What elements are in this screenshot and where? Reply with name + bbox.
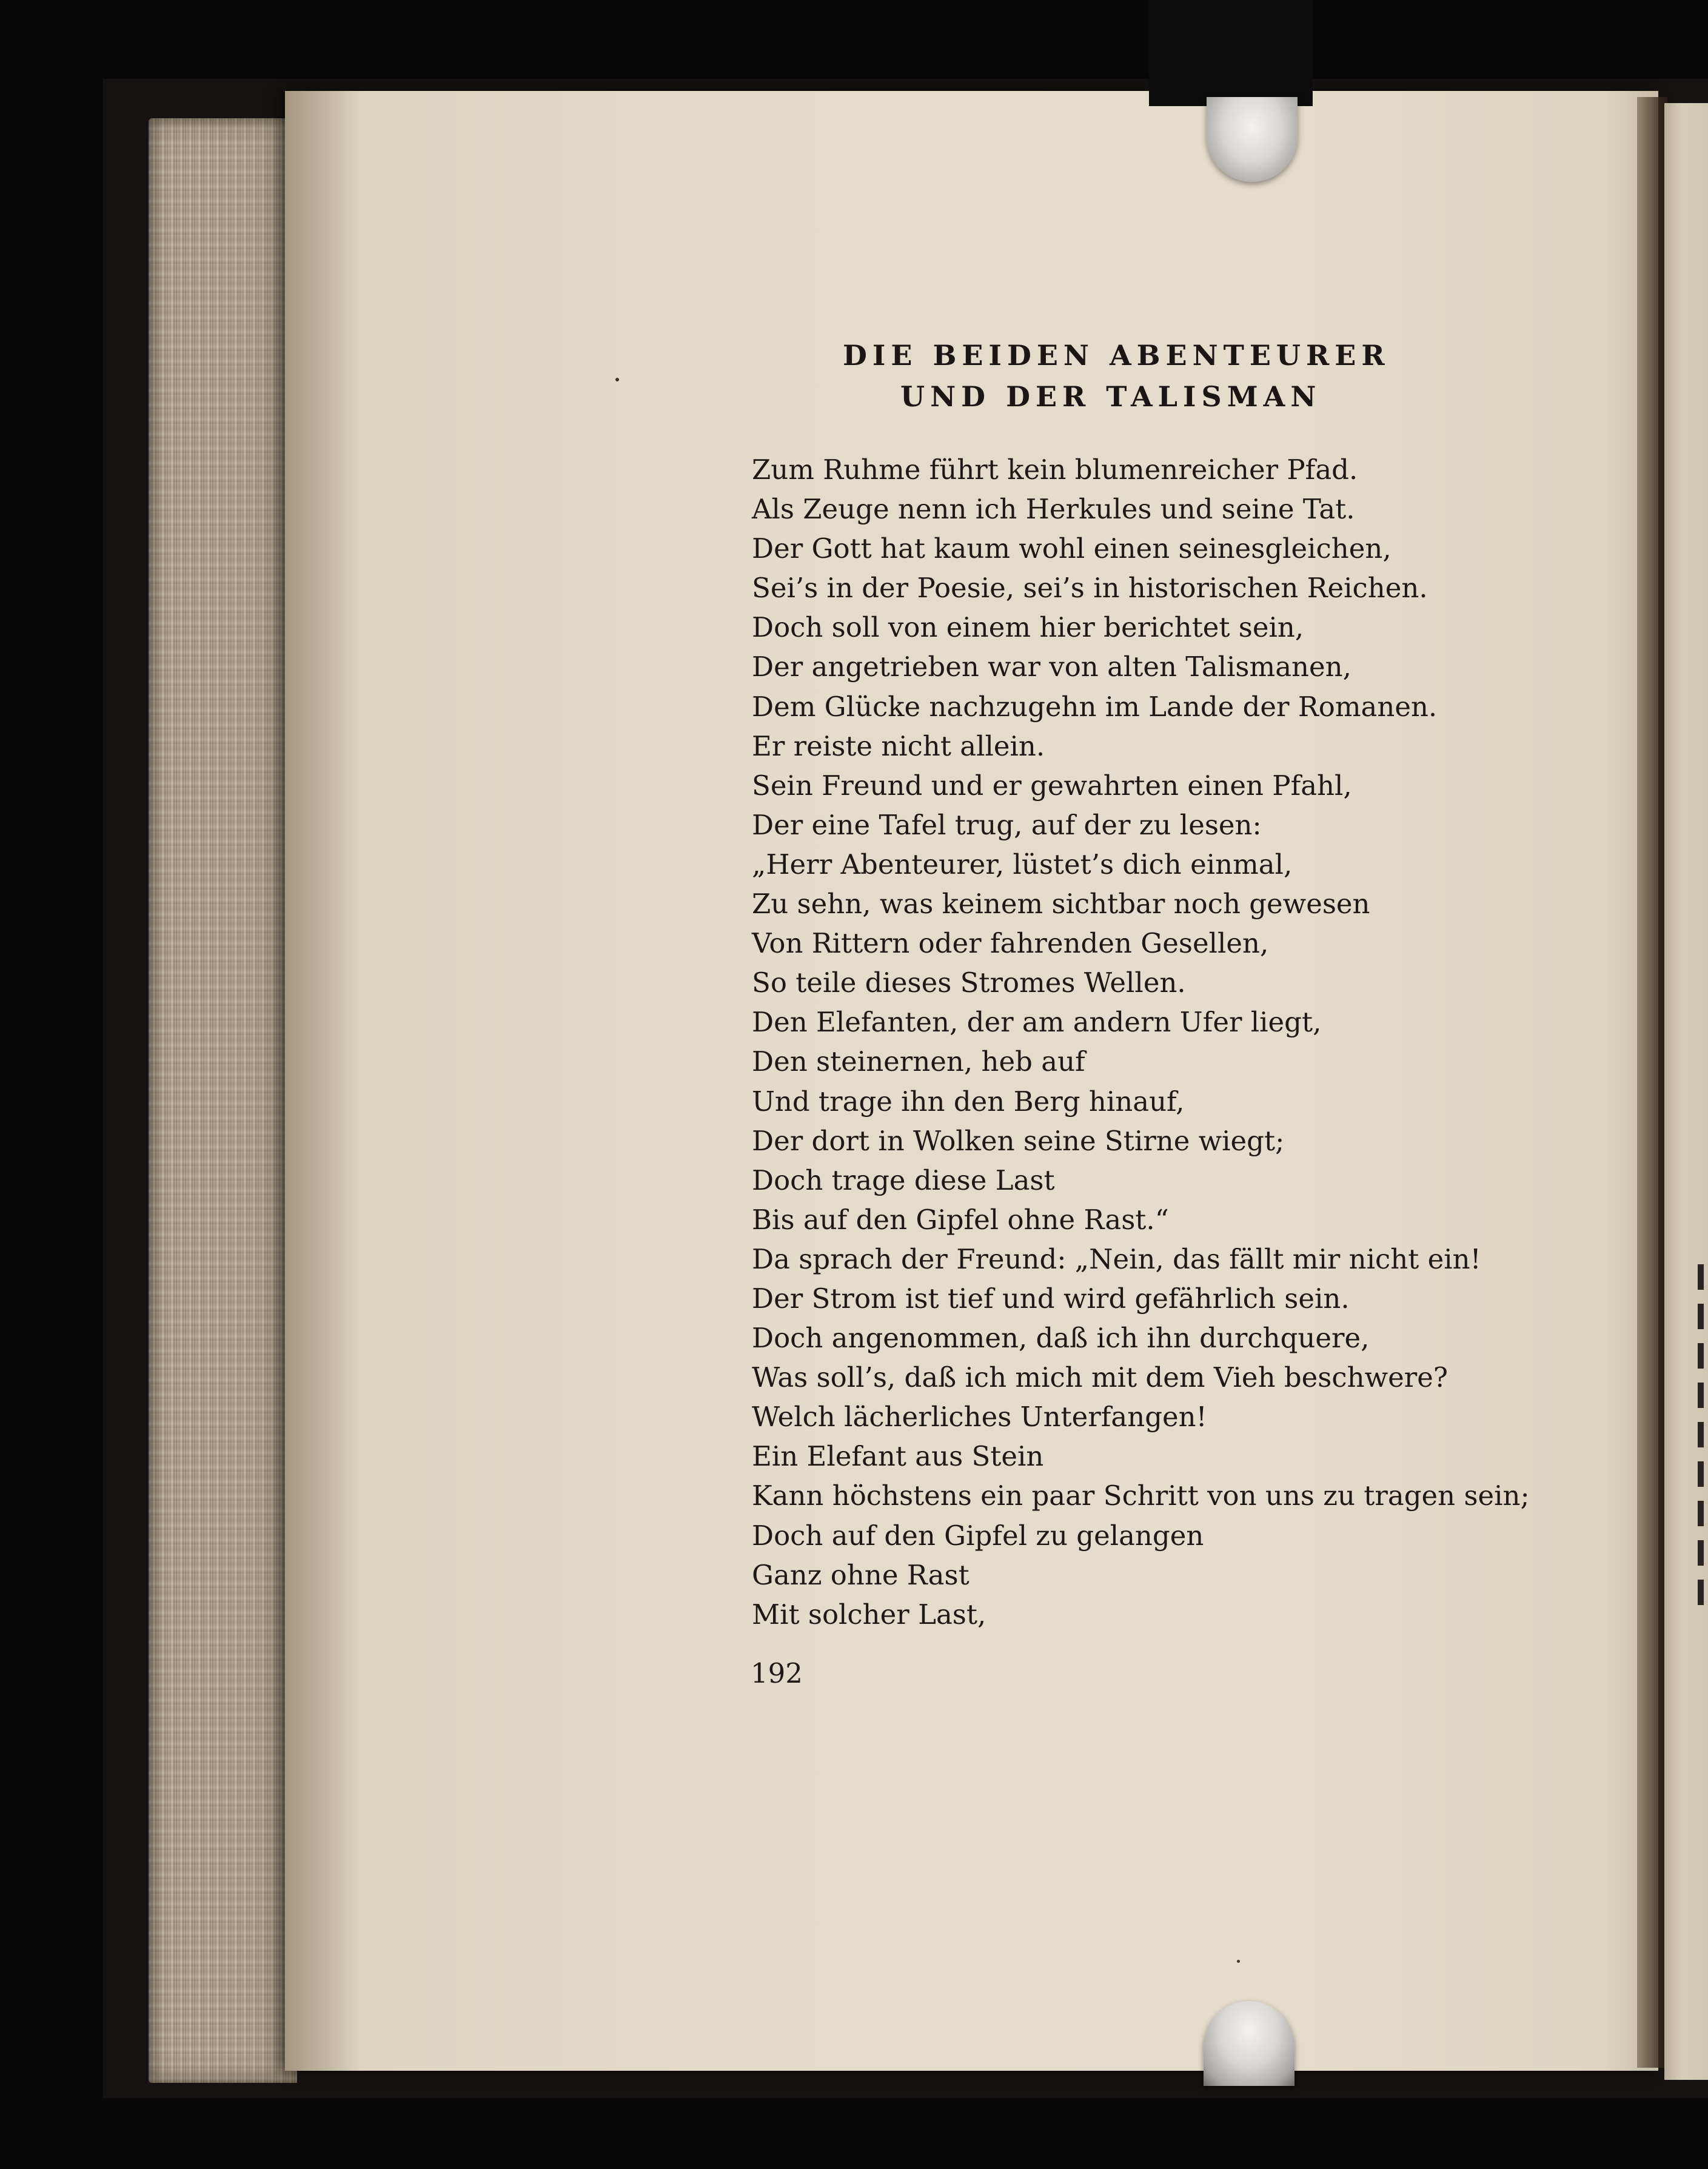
poem-line: Doch trage diese Last [752, 1164, 1055, 1196]
poem-line: Der dort in Wolken seine Stirne wiegt; [752, 1124, 1285, 1157]
poem-line: Der angetrieben war von alten Talismanen, [752, 651, 1351, 683]
poem-line: Was soll’s, daß ich mich mit dem Vieh beschwere? [752, 1361, 1448, 1394]
poem-line: Von Rittern oder fahrenden Gesellen, [752, 927, 1269, 960]
page-clamp-bottom [1204, 2001, 1294, 2086]
poem-line: „Herr Abenteurer, lüstet’s dich einmal, [752, 848, 1293, 880]
paper-speck [1237, 1960, 1240, 1963]
poem-line: Der Strom ist tief und wird gefährlich sein. [752, 1282, 1350, 1315]
poem-line: Den Elefanten, der am andern Ufer liegt, [752, 1006, 1322, 1039]
poem-line: Der eine Tafel trug, auf der zu lesen: [752, 808, 1262, 841]
poem-line: Doch auf den Gipfel zu gelangen [752, 1519, 1204, 1552]
poem-line: Der Gott hat kaum wohl einen seinesgleichen, [752, 532, 1392, 565]
page-number: 192 [751, 1657, 803, 1689]
poem-line: Den steinernen, heb auf [752, 1045, 1085, 1078]
poem-line: Er reiste nicht allein. [752, 729, 1045, 762]
poem-line: Da sprach der Freund: „Nein, das fällt mir nicht ein! [752, 1242, 1481, 1275]
facing-page-edge [1664, 103, 1708, 2080]
gutter-shadow [1637, 97, 1667, 2068]
poem-line: Bis auf den Gipfel ohne Rast.“ [752, 1203, 1169, 1236]
poem-line: Ein Elefant aus Stein [752, 1440, 1044, 1473]
poem-title-line-2: UND DER TALISMAN [900, 380, 1322, 413]
poem-line: Zu sehn, was keinem sichtbar noch gewesen [752, 888, 1370, 920]
paper-speck [615, 378, 619, 381]
poem-text [752, 450, 1530, 1634]
clamp-holder [1149, 0, 1313, 106]
poem-title-line-1: DIE BEIDEN ABENTEURER [843, 339, 1390, 372]
poem-line: Doch soll von einem hier berichtet sein, [752, 611, 1304, 644]
poem-line: Sein Freund und er gewahrten einen Pfahl, [752, 769, 1352, 802]
poem-line: Doch angenommen, daß ich ihn durchquere, [752, 1322, 1370, 1355]
poem-line: Kann höchstens ein paar Schritt von uns zu tragen sein; [752, 1480, 1530, 1512]
poem-line: Als Zeuge nenn ich Herkules und seine Tat. [752, 493, 1355, 526]
poem-line: Mit solcher Last, [752, 1598, 986, 1631]
poem-line: Sei’s in der Poesie, sei’s in historischen Reichen. [752, 572, 1428, 605]
poem-line: Dem Glücke nachzugehn im Lande der Romanen. [752, 690, 1438, 723]
poem-line: Und trage ihn den Berg hinauf, [752, 1085, 1185, 1118]
page-edges [149, 118, 297, 2083]
poem-line: Welch lächerliches Unterfangen! [752, 1401, 1207, 1433]
poem-line: Ganz ohne Rast [752, 1558, 970, 1591]
poem-line: So teile dieses Stromes Wellen. [752, 967, 1186, 999]
poem-line: Zum Ruhme führt kein blumenreicher Pfad. [752, 454, 1358, 486]
